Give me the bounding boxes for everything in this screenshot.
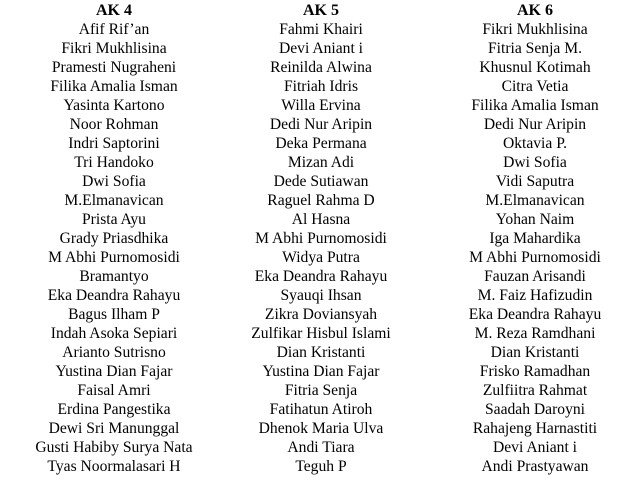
name-entry: Al Hasna [291, 211, 351, 228]
name-entry: Zulfiitra Rahmat [482, 382, 588, 399]
name-entry: Dewi Sri Manunggal [48, 420, 180, 437]
name-entry: Pramesti Nugraheni [51, 59, 177, 76]
name-entry: Dian Kristanti [490, 344, 580, 361]
name-entry: Afif Rif’an [78, 21, 150, 38]
name-entry: Iga Mahardika [489, 230, 581, 247]
name-entry: Reinilda Alwina [270, 59, 372, 76]
name-entry: M Abhi Purnomosidi [48, 249, 180, 266]
name-entry: Willa Ervina [281, 97, 361, 114]
name-entry: Rahajeng Harnastiti [472, 420, 598, 437]
name-entry: Yasinta Kartono [63, 97, 165, 114]
name-entry: M. Faiz Hafizudin [477, 287, 593, 304]
name-entry: Mizan Adi [287, 154, 355, 171]
name-entry: M.Elmanavican [64, 192, 164, 209]
name-entry: Filika Amalia Isman [471, 97, 599, 114]
name-entry: Eka Deandra Rahayu [47, 287, 181, 304]
name-entry: Dwi Sofia [82, 173, 146, 190]
name-entry: Arianto Sutrisno [62, 344, 166, 361]
name-entry: Fikri Mukhlisina [482, 21, 588, 38]
name-entry: Citra Vetia [501, 78, 569, 95]
name-entry: Faisal Amri [77, 382, 151, 399]
name-entry: Teguh P [295, 458, 347, 475]
name-entry: Yustina Dian Fajar [262, 363, 380, 380]
name-entry: M Abhi Purnomosidi [469, 249, 601, 266]
name-entry: M. Reza Ramdhani [474, 325, 596, 342]
name-entry: Khusnul Kotimah [479, 59, 591, 76]
name-entry: Deka Permana [275, 135, 367, 152]
name-entry: Tri Handoko [74, 154, 154, 171]
name-entry: Zikra Doviansyah [264, 306, 378, 323]
name-entry: Andi Tiara [287, 439, 355, 456]
column-header: AK 5 [303, 2, 339, 19]
name-entry: Fatihatun Atiroh [269, 401, 373, 418]
name-entry: Gusti Habiby Surya Nata [35, 439, 193, 456]
name-entry: Devi Aniant i [278, 40, 364, 57]
name-entry: Fitriah Idris [283, 78, 359, 95]
name-entry: Widya Putra [282, 249, 360, 266]
name-entry: Prista Ayu [82, 211, 146, 228]
name-entry: M.Elmanavican [485, 192, 585, 209]
name-entry: Eka Deandra Rahayu [254, 268, 388, 285]
name-entry: Noor Rohman [69, 116, 159, 133]
name-entry: Fitria Senja [284, 382, 358, 399]
column-ak-4 [12, 1, 216, 476]
name-entry: Syauqi Ihsan [280, 287, 362, 304]
name-list [432, 20, 638, 476]
name-entry: Yohan Naim [495, 211, 575, 228]
column-ak-5 [218, 1, 424, 476]
name-entry: Oktavia P. [502, 135, 568, 152]
name-list [12, 20, 216, 476]
name-entry: Vidi Saputra [495, 173, 575, 190]
name-entry: Fahmi Khairi [279, 21, 363, 38]
name-entry: Zulfikar Hisbul Islami [251, 325, 391, 342]
column-header: AK 4 [96, 2, 132, 19]
name-entry: Andi Prastyawan [481, 458, 589, 475]
name-entry: Saadah Daroyni [484, 401, 586, 418]
name-entry: Indri Saptorini [68, 135, 160, 152]
name-entry: M Abhi Purnomosidi [255, 230, 387, 247]
column-ak-6 [432, 1, 638, 476]
name-entry: Grady Priasdhika [59, 230, 169, 247]
name-entry: Fitria Senja M. [488, 40, 582, 57]
name-entry: Fikri Mukhlisina [61, 40, 167, 57]
name-entry: Dwi Sofia [503, 154, 567, 171]
name-entry: Tyas Noormalasari H [47, 458, 181, 475]
name-entry: Indah Asoka Sepiari [50, 325, 178, 342]
name-entry: Dedi Nur Aripin [269, 116, 373, 133]
name-entry: Filika Amalia Isman [50, 78, 178, 95]
name-entry: Eka Deandra Rahayu [468, 306, 602, 323]
name-entry: Dedi Nur Aripin [483, 116, 587, 133]
column-header: AK 6 [517, 2, 553, 19]
name-entry: Dede Sutiawan [273, 173, 369, 190]
name-entry: Dhenok Maria Ulva [258, 420, 384, 437]
name-entry: Bagus Ilham P [68, 306, 160, 323]
name-entry: Frisko Ramadhan [479, 363, 591, 380]
name-entry: Yustina Dian Fajar [55, 363, 173, 380]
name-list [218, 20, 424, 476]
name-entry: Devi Aniant i [492, 439, 578, 456]
name-entry: Raguel Rahma D [267, 192, 375, 209]
name-entry: Bramantyo [79, 268, 149, 285]
name-entry: Fauzan Arisandi [484, 268, 586, 285]
name-entry: Erdina Pangestika [57, 401, 171, 418]
name-entry: Dian Kristanti [276, 344, 366, 361]
